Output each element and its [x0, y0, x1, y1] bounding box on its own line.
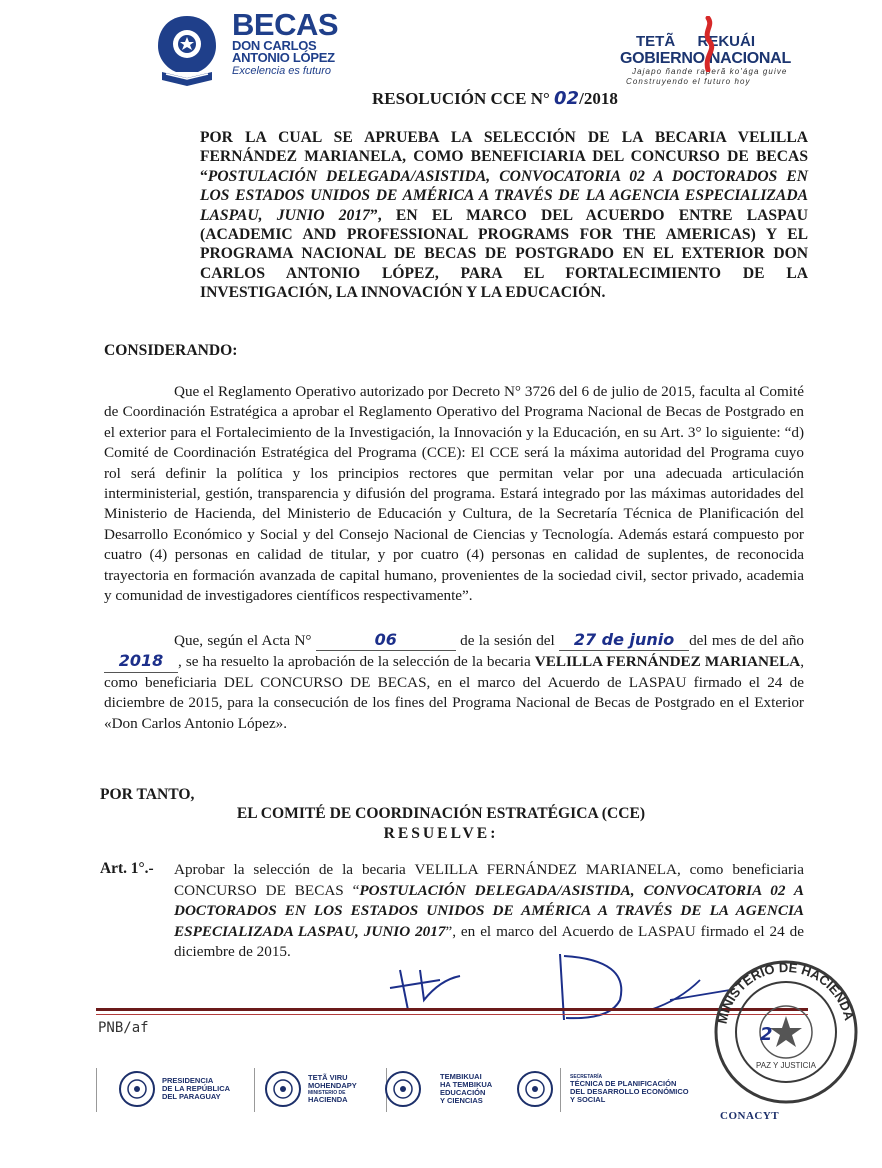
- comite-heading: [0, 804, 882, 844]
- resolution-prefix: RESOLUCIÓN CCE N°: [372, 89, 550, 108]
- institution-line: Y SOCIAL: [570, 1095, 606, 1104]
- gobierno-line1a: TETÃ: [636, 33, 676, 50]
- institution-line: DEL DESARROLLO ECONÓMICO: [570, 1087, 689, 1096]
- footer-separator: [254, 1068, 255, 1112]
- session-date: 27 de junio: [559, 630, 689, 651]
- institution-line: DEL PARAGUAY: [162, 1092, 221, 1101]
- institution-line: PRESIDENCIA: [162, 1076, 214, 1085]
- resolution-heading: [200, 128, 808, 303]
- considerando-label: CONSIDERANDO:: [104, 342, 238, 359]
- institution-line: HACIENDA: [308, 1095, 348, 1104]
- article-1-t3: ”, en el marco del Acuerdo de LASPAU firmado el 24 de diciembre de 2015.: [174, 922, 804, 961]
- paragraph-2-t5: , como beneficiaria DEL CONCURSO DE BECAS, en el marco del Acuerdo de LASPAU firmado el 24 de diciembre de 2015, para la consecución de los fines del Programa Nacional de Becas de Postgrado en el Exterior «Don Carlos Antonio López».: [104, 653, 804, 732]
- institution-hacienda-text: [308, 1074, 357, 1104]
- stamp-text: MINISTERIO DE HACIENDA: [714, 959, 857, 1026]
- institution-hacienda: [264, 1070, 357, 1108]
- paragraph-2-t4: , se ha resuelto la aprobación de la selección de la becaria: [178, 653, 531, 671]
- becas-logo-line1: BECAS: [232, 7, 339, 42]
- institution-line: DE LA REPÚBLICA: [162, 1084, 231, 1093]
- resolution-title: [372, 88, 618, 109]
- conacyt-logo: CONACYT: [720, 1110, 780, 1122]
- footer-divider: [96, 1008, 808, 1011]
- institution-line: EDUCACIÓN: [440, 1088, 486, 1097]
- institution-line: TETÃ VIRU: [308, 1073, 348, 1082]
- resuelve: RESUELVE:: [383, 825, 499, 842]
- gobierno-tag1: Jajapo ñande raperã ko'ága guive: [632, 67, 788, 76]
- becas-logo-line3: ANTONIO LÓPEZ: [232, 50, 335, 65]
- institution-presidencia-text: [162, 1077, 230, 1101]
- institution-stp: [516, 1070, 689, 1108]
- footer-institutions: [96, 1060, 786, 1120]
- institution-educacion: [384, 1070, 492, 1108]
- footer-divider-thin: [96, 1014, 808, 1015]
- becas-logo-line2: DON CARLOS: [232, 38, 317, 53]
- gobierno-tag2: Construyendo el futuro hoy: [626, 77, 751, 86]
- seal-icon: [384, 1070, 422, 1108]
- paragraph-2-t2: de la sesión del: [460, 632, 555, 649]
- article-1-t1: Aprobar la selección de la becaria VELILLA FERNÁNDEZ MARIANELA, como beneficiaria CONCURSO DE BECAS “: [174, 861, 804, 899]
- gobierno-logo: [610, 16, 810, 92]
- gobierno-line2a: GOBIERNO: [620, 50, 705, 67]
- institution-line: SECRETARÍA: [570, 1074, 603, 1080]
- acta-number: 06: [316, 630, 456, 651]
- folio-number: 2: [760, 1024, 773, 1045]
- becas-logo: [150, 7, 350, 84]
- comite-line1: EL COMITÉ DE COORDINACIÓN ESTRATÉGICA (CCE): [236, 805, 646, 822]
- crest-icon: [150, 12, 224, 86]
- seal-icon: [118, 1070, 156, 1108]
- becas-logo-tagline: Excelencia es futuro: [232, 65, 332, 77]
- paragraph-2: [104, 630, 804, 734]
- article-1-label: Art. 1°.-: [100, 860, 154, 877]
- institution-line: TEMBIKUAI: [440, 1072, 482, 1081]
- flame-icon: [698, 16, 720, 72]
- stamp-inner-text: PAZ Y JUSTICIA: [755, 1061, 817, 1070]
- session-year: 2018: [104, 651, 178, 672]
- institution-line: HA TEMBIKUA: [440, 1080, 493, 1089]
- institution-presidencia: [118, 1070, 230, 1108]
- paragraph-1: Que el Reglamento Operativo autorizado por Decreto N° 3726 del 6 de julio de 2015, faculta al Comité de Coordinación Estratégica a aprobar el Reglamento Operativo del Programa Nacional de Becas de Postgrado en el exterior para el Fortalecimiento de la Investigación, la Innovación y la Educación, en su Art. 3° lo siguiente: “d) Comité de Coordinación Estratégica del Programa (CCE): El CCE será la máxima autoridad del Programa cuyo rol será definir la política y los principios rectores que permitan velar por una adecuada articulación interministerial, gestión, transparencia y difusión del programa. Estará integrado por las máximas autoridades del Ministerio de Hacienda, del Ministerio de Educación y Cultura, de la Secretaría Técnica de Planificación del Desarrollo Económico y Social y del Consejo Nacional de Ciencias y Tecnología. Además estará compuesto por cuatro (4) personas en calidad de titular, y por cuatro (4) personas en calidad de suplentes, de reconocida trayectoria en formación avanzada de capital humano, provenientes de la sociedad civil, sector privado, academia y comunidad de investigadores científicos respectivamente”.: [104, 383, 804, 605]
- article-1-t2: POSTULACIÓN DELEGADA/ASISTIDA, CONVOCATORIA 02 A DOCTORADOS EN LOS ESTADOS UNIDOS DE AMÉRICA A TRAVÉS DE LA AGENCIA ESPECIALIZADA LASPAU, JUNIO 2017: [174, 881, 804, 940]
- institution-line: TÉCNICA DE PLANIFICACIÓN: [570, 1079, 677, 1088]
- initials: PNB/af: [98, 1020, 149, 1036]
- institution-educacion-text: [440, 1073, 492, 1105]
- becas-logo-text: [232, 7, 339, 78]
- institution-line: Y CIENCIAS: [440, 1096, 483, 1105]
- heading-part3: ”, EN EL MARCO DEL ACUERDO ENTRE LASPAU (ACADEMIC AND PROFESSIONAL PROGRAMS FOR THE AMERICAS) Y EL PROGRAMA NACIONAL DE BECAS DE POSTGRADO EN EL EXTERIOR DON CARLOS ANTONIO LÓPEZ, PARA EL FORTALECIMIENTO DE LA INVESTIGACIÓN, LA INNOVACIÓN Y LA EDUCACIÓN.: [200, 206, 808, 302]
- svg-text:MINISTERIO DE HACIENDA: [715, 960, 857, 1025]
- resolution-number: 02: [554, 88, 580, 109]
- por-tanto: POR TANTO,: [100, 786, 195, 803]
- seal-icon: [516, 1070, 554, 1108]
- heading-part1: POR LA CUAL SE APRUEBA LA SELECCIÓN DE LA BECARIA VELILLA FERNÁNDEZ MARIANELA, COMO BENEFICIARIA DEL CONCURSO DE BECAS “: [200, 129, 808, 185]
- resolution-year: /2018: [579, 89, 618, 108]
- heading-part2: POSTULACIÓN DELEGADA/ASISTIDA, CONVOCATORIA 02 A DOCTORADOS EN LOS ESTADOS UNIDOS DE AMÉRICA A TRAVÉS DE LA AGENCIA ESPECIALIZADA LASPAU, JUNIO 2017: [200, 167, 808, 224]
- gobierno-line1b: REKUÁI: [697, 33, 756, 50]
- gobierno-line2b: NACIONAL: [708, 50, 791, 67]
- paragraph-2-t3: del mes de del año: [689, 632, 805, 649]
- signatures: [380, 940, 740, 1030]
- seal-icon: [264, 1070, 302, 1108]
- institution-line: MINISTERIO DE: [308, 1090, 346, 1096]
- institution-stp-text: [570, 1074, 689, 1104]
- institution-line: MOHENDAPY: [308, 1081, 357, 1090]
- paragraph-2-t1: Que, según el Acta N°: [174, 632, 312, 649]
- becaria-name: VELILLA FERNÁNDEZ MARIANELA: [534, 653, 801, 671]
- footer-separator: [96, 1068, 97, 1112]
